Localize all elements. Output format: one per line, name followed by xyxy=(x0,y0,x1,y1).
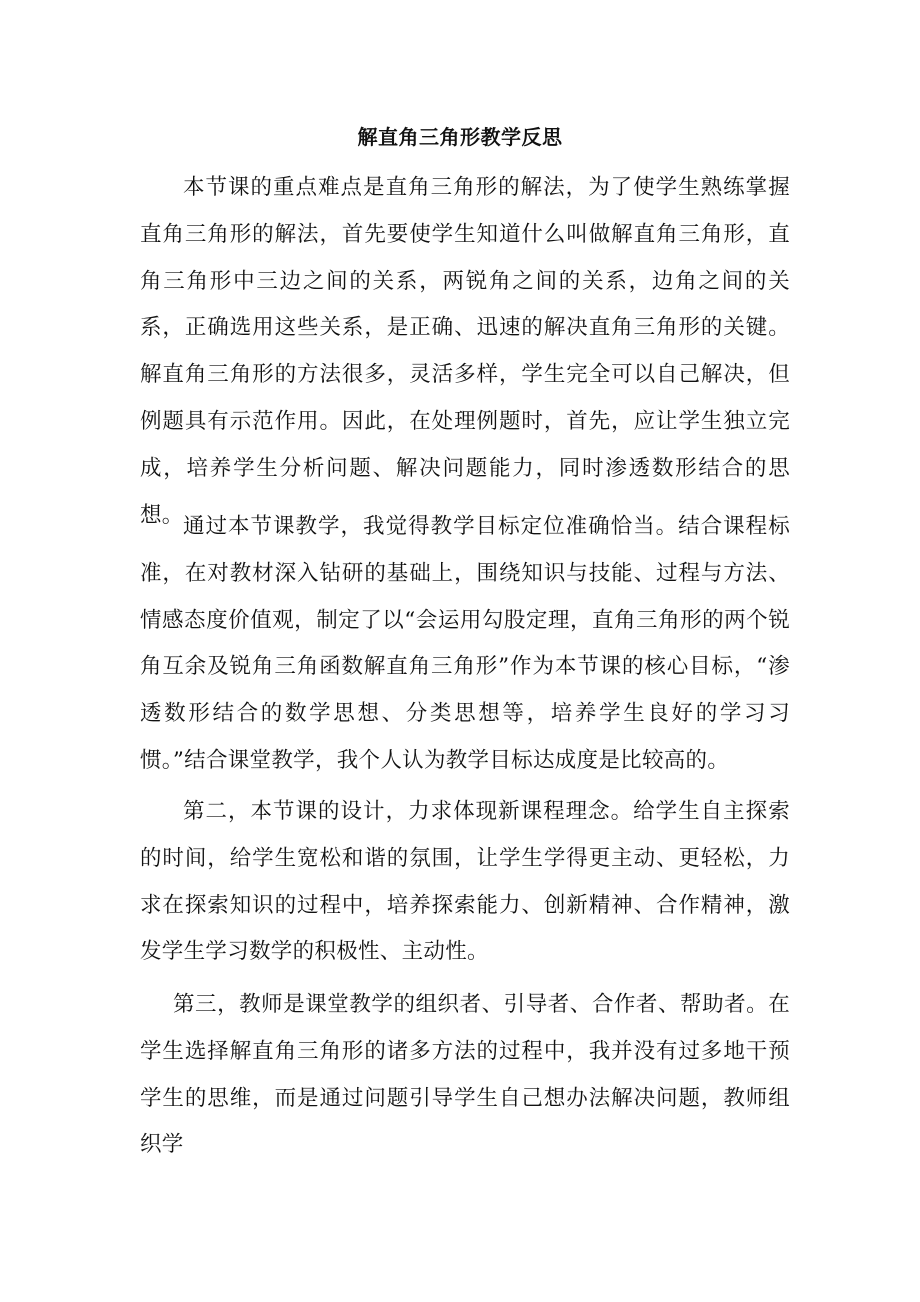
paragraph-1: 本节课的重点难点是直角三角形的解法，为了使学生熟练掌握直角三角形的解法，首先要使学生知道什么叫做解直角三角形，直角三角形中三边之间的关系，两锐角之间的关系，边角之间的关系，正确选用这些关系，是正确、迅速的解决直角三角形的关键。解直角三角形的方法很多，灵活多样，学生完全可以自己解决，但例题具有示范作用。因此，在处理例题时，首先，应让学生独立完成，培养学生分析问题、解决问题能力，同时渗透数形结合的思想。 xyxy=(140,175,790,528)
paragraph-4: 第三，教师是课堂教学的组织者、引导者、合作者、帮助者。在学生选择解直角三角形的诸多方法的过程中，我并没有过多地干预学生的思维，而是通过问题引导学生自己想办法解决问题，教师组织学 xyxy=(140,992,790,1158)
paragraph-3: 第二，本节课的设计，力求体现新课程理念。给学生自主探索的时间，给学生宽松和谐的氛围，让学生学得更主动、更轻松，力求在探索知识的过程中，培养探索能力、创新精神、合作精神，激发学生学习数学的积极性、主动性。 xyxy=(140,799,790,965)
document-title: 解直角三角形教学反思 xyxy=(357,125,563,149)
paragraph-2: 通过本节课教学，我觉得教学目标定位准确恰当。结合课程标准，在对教材深入钻研的基础上，围绕知识与技能、过程与方法、情感态度价值观，制定了以“会运用勾股定理，直角三角形的两个锐角互余及锐角三角函数解直角三角形”作为本节课的核心目标，“渗透数形结合的数学思想、分类思想等，培养学生良好的学习习惯。”结合课堂教学，我个人认为教学目标达成度是比较高的。 xyxy=(140,514,790,773)
